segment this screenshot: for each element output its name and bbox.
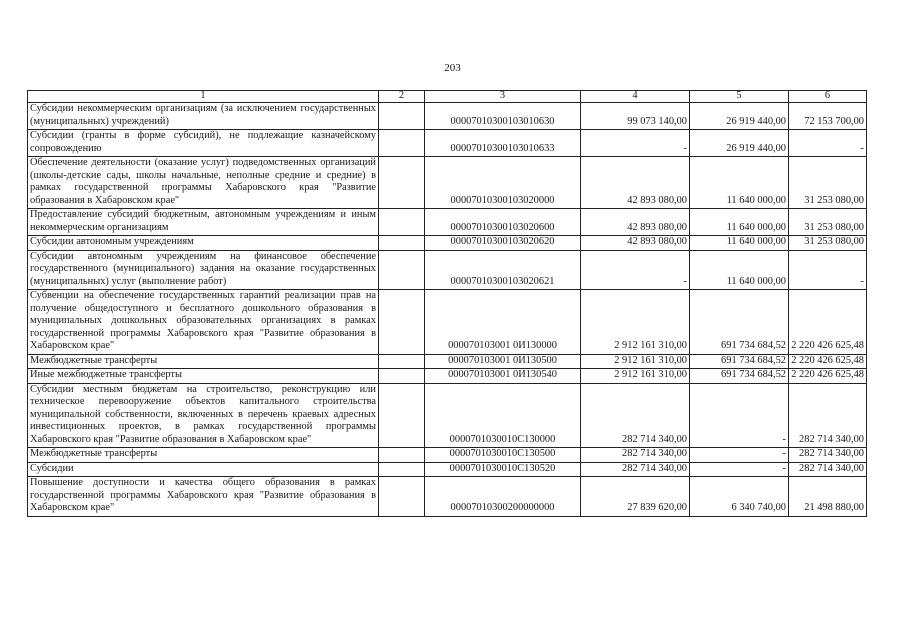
- row-value-6: -: [789, 130, 867, 157]
- row-kcs: [379, 369, 425, 384]
- row-value-6: -: [789, 250, 867, 290]
- row-value-4: 282 714 340,00: [581, 462, 690, 477]
- row-value-5: 6 340 740,00: [690, 477, 789, 517]
- row-value-5: 691 734 684,52: [690, 290, 789, 355]
- row-kcs: [379, 477, 425, 517]
- row-kcs: [379, 250, 425, 290]
- row-value-6: 2 220 426 625,48: [789, 290, 867, 355]
- table-row: [28, 383, 867, 448]
- row-name: Субсидии: [28, 462, 379, 477]
- row-code: 00007010300103010630: [425, 103, 581, 130]
- row-value-6: 21 498 880,00: [789, 477, 867, 517]
- row-value-5: 26 919 440,00: [690, 103, 789, 130]
- row-kcs: [379, 130, 425, 157]
- table-row: [28, 209, 867, 236]
- row-value-4: -: [581, 250, 690, 290]
- row-name: Субвенции на обеспечение государственных гарантий реализации прав на получение общедоступного и бесплатного дошкольного образования в муниципальных дошкольных образовательных организациях в рамках государственной программы Хабаровского края "Развитие образования в Хабаровском крае": [28, 290, 379, 355]
- row-kcs: [379, 448, 425, 463]
- table-row: [28, 157, 867, 209]
- row-code: 0000701030010С130500: [425, 448, 581, 463]
- row-value-6: 31 253 080,00: [789, 236, 867, 251]
- row-value-5: -: [690, 448, 789, 463]
- row-code: 000070103001 0И130500: [425, 354, 581, 369]
- row-kcs: [379, 354, 425, 369]
- row-code: 00007010300200000000: [425, 477, 581, 517]
- row-value-6: 282 714 340,00: [789, 462, 867, 477]
- row-value-6: 2 220 426 625,48: [789, 369, 867, 384]
- row-kcs: [379, 290, 425, 355]
- column-header-4: 4: [581, 91, 690, 103]
- row-code: 00007010300103020621: [425, 250, 581, 290]
- table-header-row: [28, 91, 867, 103]
- row-code: 00007010300103020620: [425, 236, 581, 251]
- budget-table-body: [28, 91, 867, 517]
- row-value-6: 282 714 340,00: [789, 448, 867, 463]
- row-value-4: 2 912 161 310,00: [581, 354, 690, 369]
- row-value-4: -: [581, 130, 690, 157]
- column-header-2: 2: [379, 91, 425, 103]
- row-value-5: 11 640 000,00: [690, 157, 789, 209]
- row-kcs: [379, 462, 425, 477]
- row-value-5: 11 640 000,00: [690, 236, 789, 251]
- row-value-4: 27 839 620,00: [581, 477, 690, 517]
- column-header-5: 5: [690, 91, 789, 103]
- row-value-4: 42 893 080,00: [581, 209, 690, 236]
- row-name: Иные межбюджетные трансферты: [28, 369, 379, 384]
- table-row: [28, 448, 867, 463]
- row-value-4: 282 714 340,00: [581, 383, 690, 448]
- row-code: 000070103001 0И130000: [425, 290, 581, 355]
- row-kcs: [379, 383, 425, 448]
- table-row: [28, 369, 867, 384]
- row-name: Межбюджетные трансферты: [28, 448, 379, 463]
- column-header-1: 1: [28, 91, 379, 103]
- row-name: Предоставление субсидий бюджетным, автономным учреждениям и иным некоммерческим организациям: [28, 209, 379, 236]
- row-value-6: 2 220 426 625,48: [789, 354, 867, 369]
- row-name: Обеспечение деятельности (оказание услуг) подведомственных организаций (школы-детские сады, школы начальные, неполные средние и средние) в рамках государственной программы Хабаровского края "Развитие образования в Хабаровском крае": [28, 157, 379, 209]
- row-value-5: -: [690, 383, 789, 448]
- row-value-6: 72 153 700,00: [789, 103, 867, 130]
- row-value-4: 282 714 340,00: [581, 448, 690, 463]
- page-number: 203: [444, 62, 461, 74]
- row-kcs: [379, 103, 425, 130]
- table-row: [28, 354, 867, 369]
- row-kcs: [379, 209, 425, 236]
- row-code: 00007010300103020600: [425, 209, 581, 236]
- row-value-4: 42 893 080,00: [581, 236, 690, 251]
- row-value-4: 42 893 080,00: [581, 157, 690, 209]
- row-code: 00007010300103010633: [425, 130, 581, 157]
- row-value-6: 31 253 080,00: [789, 209, 867, 236]
- row-name: Субсидии автономным учреждениям: [28, 236, 379, 251]
- table-row: [28, 236, 867, 251]
- row-value-4: 2 912 161 310,00: [581, 290, 690, 355]
- row-value-6: 282 714 340,00: [789, 383, 867, 448]
- budget-table: [27, 90, 867, 517]
- row-value-5: -: [690, 462, 789, 477]
- row-kcs: [379, 157, 425, 209]
- table-row: [28, 103, 867, 130]
- row-code: 0000701030010С130520: [425, 462, 581, 477]
- row-code: 000070103001 0И130540: [425, 369, 581, 384]
- table-row: [28, 250, 867, 290]
- row-name: Межбюджетные трансферты: [28, 354, 379, 369]
- row-name: Субсидии местным бюджетам на строительство, реконструкцию или техническое перевооружение объектов капитального строительства муниципальной собственности, включенных в перечень краевых адресных инвестиционных проектов, в рамках государственной программы Хабаровского края "Развитие образования в Хабаровском крае": [28, 383, 379, 448]
- row-name: Субсидии некоммерческим организациям (за исключением государственных (муниципальных) учреждений): [28, 103, 379, 130]
- row-name: Субсидии автономным учреждениям на финансовое обеспечение государственного (муниципального) задания на оказание государственных (муниципальных) услуг (выполнение работ): [28, 250, 379, 290]
- row-value-5: 11 640 000,00: [690, 250, 789, 290]
- column-header-3: 3: [425, 91, 581, 103]
- row-code: 0000701030010С130000: [425, 383, 581, 448]
- row-kcs: [379, 236, 425, 251]
- row-code: 00007010300103020000: [425, 157, 581, 209]
- column-header-6: 6: [789, 91, 867, 103]
- row-name: Повышение доступности и качества общего образования в рамках государственной программы Хабаровского края "Развитие образования в Хабаровском крае": [28, 477, 379, 517]
- table-row: [28, 290, 867, 355]
- row-name: Субсидии (гранты в форме субсидий), не подлежащие казначейскому сопровождению: [28, 130, 379, 157]
- table-row: [28, 130, 867, 157]
- row-value-5: 26 919 440,00: [690, 130, 789, 157]
- row-value-5: 691 734 684,52: [690, 354, 789, 369]
- row-value-5: 691 734 684,52: [690, 369, 789, 384]
- row-value-6: 31 253 080,00: [789, 157, 867, 209]
- table-row: [28, 462, 867, 477]
- row-value-4: 2 912 161 310,00: [581, 369, 690, 384]
- table-row: [28, 477, 867, 517]
- row-value-5: 11 640 000,00: [690, 209, 789, 236]
- row-value-4: 99 073 140,00: [581, 103, 690, 130]
